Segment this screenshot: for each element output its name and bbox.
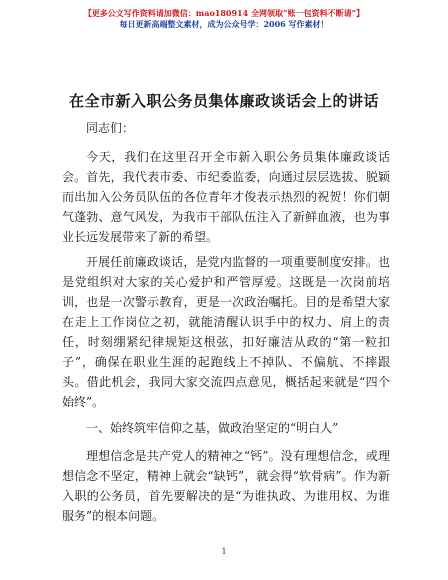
section-heading-1: 一、始终筑牢信仰之基，做政治坚定的“明白人” — [86, 421, 339, 435]
paragraph-1: 今天，我们在这里召开全市新入职公务员集体廉政谈话会。首先，我代表市委、市纪委监委，向通过层层选拔、脱颖而出加入公务员队伍的各位青年才俊表示热烈的祝贺！你们朝气蓬勃、意气风发，为我市干部队伍注入了新鲜血液，也为事业长远发展带来了新的希望。 — [62, 150, 390, 244]
page-number: 1 — [221, 547, 227, 556]
promo-banner-line-2: 每日更新高端整文素材，成为公众号学：2006 写作素材！ — [119, 19, 329, 29]
document-body — [62, 118, 390, 531]
document-title: 在全市新入职公务员集体廉政谈话会上的讲话 — [68, 92, 379, 110]
paragraph-2: 开展任前廉政谈话，是党内监督的一项重要制度安排。也是党组织对大家的关心爱护和严管厚爱。这既是一次岗前培训，也是一次警示教育，更是一次政治嘱托。目的是希望大家在走上工作岗位之初，就能清醒认识手中的权力、肩上的责任，时刻绷紧纪律规矩这根弦，扣好廉洁从政的“第一粒扣子”，确保在职业生涯的起跑线上不掉队、不偏航、不摔跟头。借此机会，我同大家交流四点意见，概括起来就是“四个始终”。 — [62, 255, 390, 409]
promo-banner-line-1: 【更多公文写作资料请加微信：mao180914 全网领取“账一包资料不断请”】 — [83, 8, 365, 18]
promo-banner — [0, 8, 448, 30]
paragraph-3: 理想信念是共产党人的精神之“钙”。没有理想信念，或理想信念不坚定，精神上就会“缺钙”，就会得“软骨病”。作为新入职的公务员，首先要解决的是“为谁执政、为谁用权、为谁服务”的根本问题。 — [62, 449, 390, 523]
salutation: 同志们： — [86, 121, 135, 135]
